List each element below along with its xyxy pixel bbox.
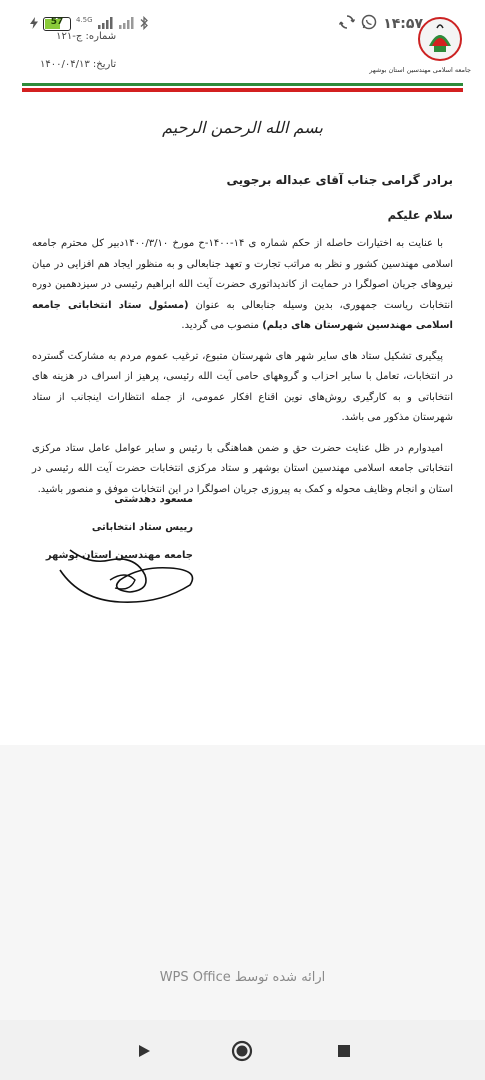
sync-icon bbox=[339, 14, 355, 34]
clock: ۱۴:۵۷ bbox=[383, 16, 423, 32]
battery-icon: 57 bbox=[43, 17, 71, 31]
back-button[interactable] bbox=[133, 1040, 155, 1062]
handwritten-signature bbox=[50, 530, 210, 610]
letter-date: تاریخ: ۱۴۰۰/۰۴/۱۳ bbox=[40, 59, 117, 70]
play-triangle-icon bbox=[136, 1043, 152, 1059]
letter-body bbox=[32, 170, 453, 510]
network-type: 4.5G bbox=[76, 16, 93, 24]
signal-icon-2 bbox=[119, 17, 135, 32]
lightning-icon bbox=[30, 17, 38, 32]
signer-title: رییس ستاد انتخاباتی bbox=[91, 522, 193, 533]
letter-meta bbox=[40, 30, 116, 72]
appointment-title: (مسئول ستاد انتخاباتی جامعه اسلامی مهندسین شهرستان های دیلم) bbox=[32, 299, 453, 331]
square-icon bbox=[336, 1043, 352, 1059]
recipient-line: برادر گرامی جناب آقای عبداله برجویی bbox=[226, 173, 453, 187]
signer-name: مسعود دهدشتی bbox=[114, 494, 193, 505]
recents-button[interactable] bbox=[333, 1040, 355, 1062]
signer-organization: جامعه مهندسین استان بوشهر bbox=[45, 550, 193, 561]
paragraph-2: پیگیری تشکیل ستاد های سایر شهر های شهرستان متبوع، ترغیب عموم مردم به مشارکت گسترده در انتخابات، تعامل با سایر احزاب و گروههای حامی آیت الله رئیسی، پرهیز از اسراف در هزینه های انتخاباتی و به کارگیری روش‌های نوین اقناع افکار عمومی، از جمله انتظارات اینجانب از ستاد شهرستان مذکور می باشد. bbox=[32, 350, 453, 423]
logo-caption: جامعه اسلامی مهندسین استان بوشهر bbox=[369, 66, 471, 74]
header-green-rule bbox=[22, 83, 463, 86]
letter-number: شماره: ج-۱۲۱ bbox=[56, 31, 117, 42]
home-button[interactable] bbox=[231, 1040, 253, 1062]
header-red-rule bbox=[22, 88, 463, 92]
paragraph-1: با عنایت به اختیارات حاصله از حکم شماره ی ۱۴-۱۴۰۰-ح مورخ ۱۴۰۰/۳/۱۰دبیر کل محترم جامعه اسلامی مهندسین کشور و نظر به مراتب تجارت و تعهد جنابعالی و به منظور ایجاد هم افزایی در میان نیروهای جریان اصولگرا در حمایت از کاندیداتوری حضرت آیت الله ابراهیم رئیسی در سیزدهمین دوره انتخابات ریاست جمهوری، بدین وسیله جنابعالی به عنوان (مسئول ستاد انتخاباتی جامعه اسلامی مهندسین شهرستان های دیلم) منصوب می گردید. bbox=[32, 238, 453, 331]
greeting: سلام علیکم bbox=[387, 207, 453, 222]
whatsapp-icon bbox=[361, 14, 377, 34]
status-bar-right bbox=[339, 14, 423, 34]
bismillah-calligraphy: بسم الله الرحمن الرحیم bbox=[162, 118, 323, 137]
home-circle-icon bbox=[231, 1040, 253, 1062]
wps-office-credit: ارائه شده توسط WPS Office bbox=[159, 970, 326, 985]
organization-logo bbox=[417, 16, 463, 62]
bluetooth-icon bbox=[140, 16, 149, 33]
paragraph-3: امیدوارم در ظل عنایت حضرت حق و ضمن هماهنگی با رئیس و سایر عوامل عامل ستاد مرکزی انتخاباتی جامعه اسلامی مهندسین استان بوشهر و ستاد مرکزی انتخابات حضرت آیت الله رئیسی در استان و انجام وظایف محوله و کمک به پیروزی جریان اصولگرا در این انتخابات موفق و منصور باشید. bbox=[32, 442, 453, 495]
